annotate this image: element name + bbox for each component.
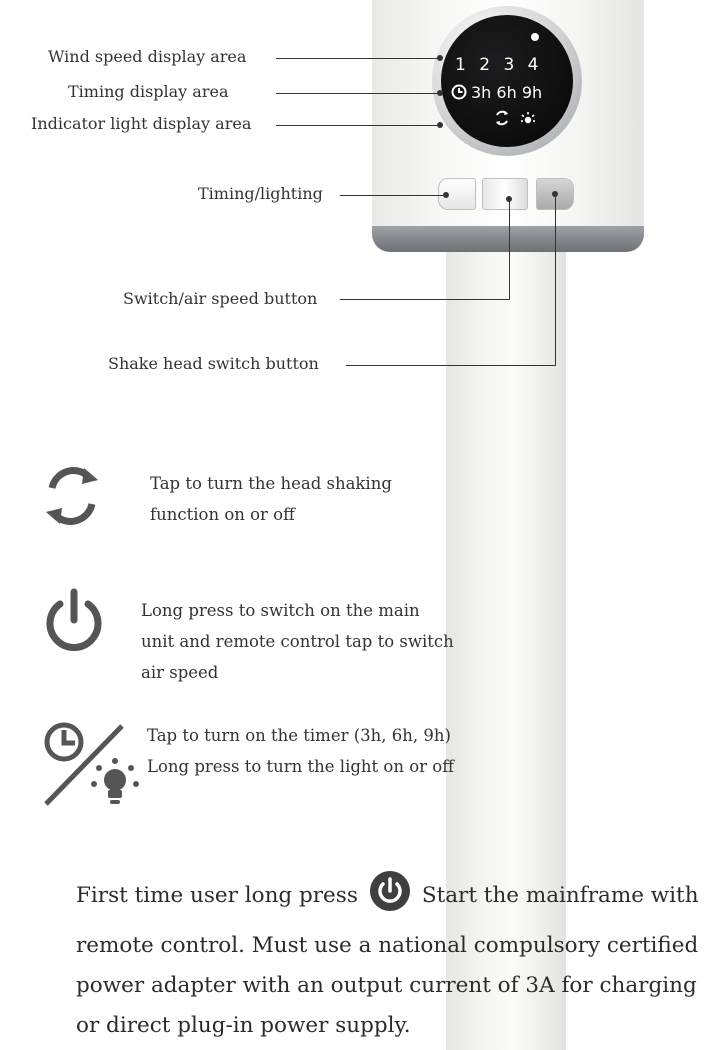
bulb-icon — [91, 758, 139, 804]
callout-dot — [437, 122, 443, 128]
instruction-line: Tap to turn the head shaking — [150, 474, 392, 493]
timer-light-icon — [40, 718, 140, 810]
callout-dot — [437, 90, 443, 96]
callout-switch-air-speed: Switch/air speed button — [123, 289, 318, 308]
callout-line — [346, 365, 556, 366]
callout-line — [276, 58, 440, 59]
callout-indicator: Indicator light display area — [31, 114, 252, 133]
rotate-arrows-icon — [38, 462, 106, 530]
callout-line — [276, 125, 440, 126]
instruction-line: Long press to switch on the main — [141, 601, 420, 620]
usage-note — [76, 870, 706, 1046]
callout-wind-speed: Wind speed display area — [48, 47, 247, 66]
instruction-line: function on or off — [150, 505, 295, 524]
callout-line — [509, 199, 510, 300]
instruction-timer-light — [147, 720, 454, 782]
instruction-power — [141, 595, 454, 688]
clock-icon — [451, 84, 467, 100]
timer-levels-row — [451, 83, 542, 102]
callout-dot — [437, 55, 443, 61]
instruction-line: Tap to turn on the timer (3h, 6h, 9h) — [147, 726, 451, 745]
instruction-shake — [150, 468, 392, 530]
callout-line — [555, 194, 556, 366]
callout-line — [340, 299, 510, 300]
callout-shake-head: Shake head switch button — [108, 354, 319, 373]
display-indicator-dot — [531, 33, 539, 41]
switch-air-speed-button[interactable] — [482, 178, 528, 210]
clock-icon — [47, 725, 81, 759]
instruction-line: unit and remote control tap to switch — [141, 632, 454, 651]
indicator-icons — [493, 109, 536, 128]
callout-dot — [506, 196, 512, 202]
fan-display — [441, 15, 573, 147]
wind-speed-levels: 1 2 3 4 — [455, 55, 543, 75]
callout-line — [340, 195, 446, 196]
note-text: Start the mainframe with remote control. Must use a national compulsory certified power adapter with an output current of 3A for charging or direct plug-in power supply. — [76, 883, 699, 1038]
note-text: First time user long press — [76, 883, 358, 908]
callout-timing: Timing display area — [68, 82, 229, 101]
power-icon — [40, 586, 108, 654]
power-icon — [366, 870, 414, 926]
instruction-line: air speed — [141, 663, 219, 682]
instruction-line: Long press to turn the light on or off — [147, 757, 454, 776]
timer-levels: 3h 6h 9h — [471, 83, 543, 102]
fan-head-base-trim — [372, 226, 644, 252]
callout-dot — [552, 191, 558, 197]
rotate-icon — [493, 109, 511, 127]
callout-dot — [443, 192, 449, 198]
callout-line — [276, 93, 440, 94]
callout-timing-lighting: Timing/lighting — [198, 184, 323, 203]
light-icon — [520, 111, 536, 127]
